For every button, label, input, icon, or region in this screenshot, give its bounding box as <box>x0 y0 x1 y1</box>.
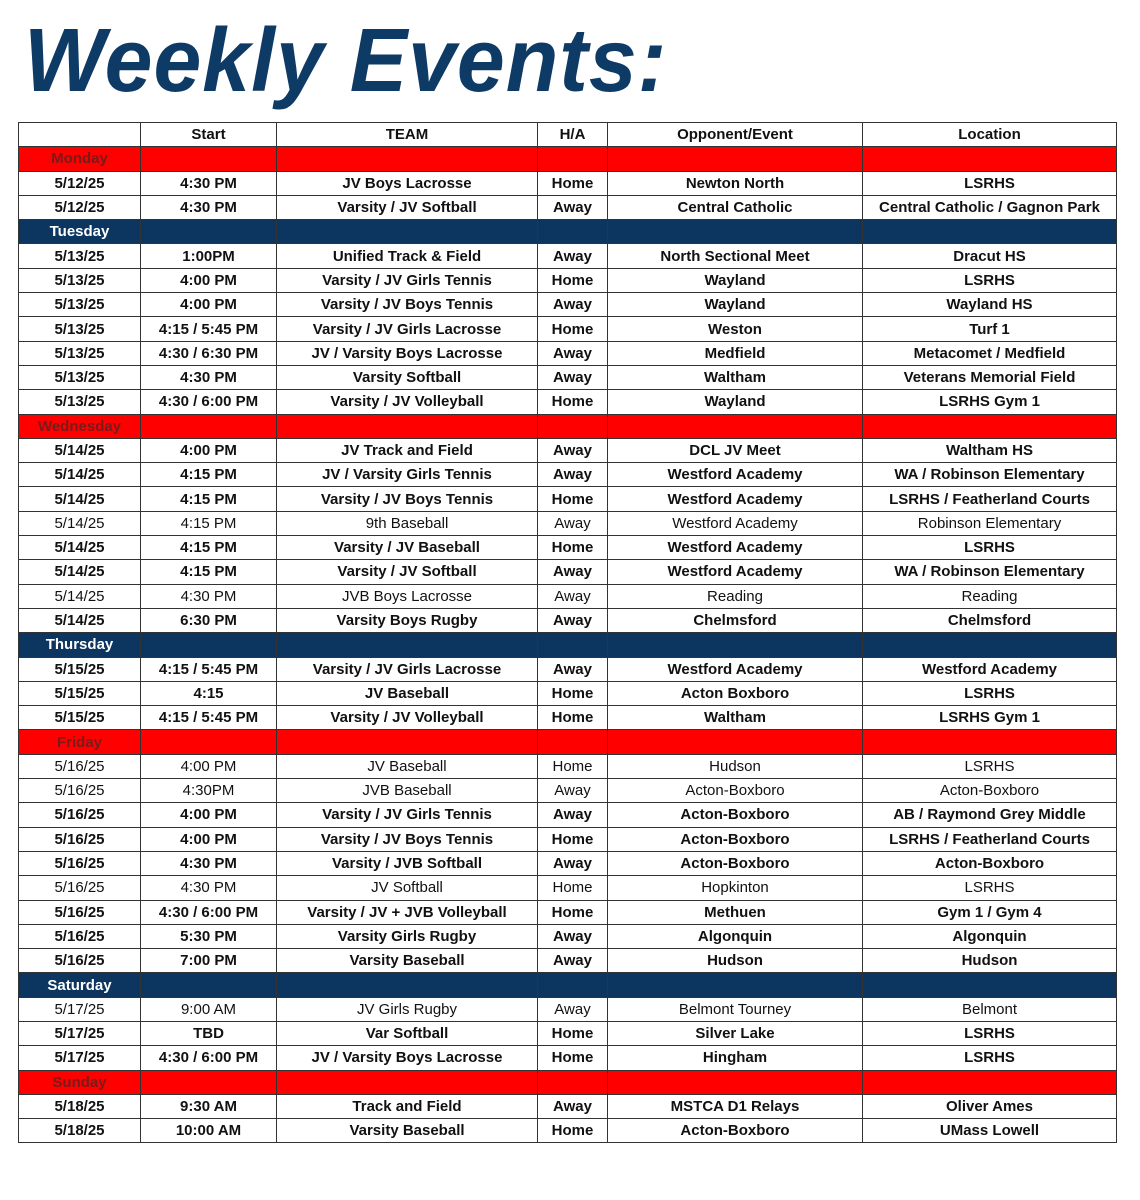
event-start: 4:15 / 5:45 PM <box>141 657 277 681</box>
event-opponent: Westford Academy <box>608 657 863 681</box>
day-label: Thursday <box>19 633 141 657</box>
day-band-cell <box>277 220 538 244</box>
event-team: JV Track and Field <box>277 438 538 462</box>
event-team: JVB Boys Lacrosse <box>277 584 538 608</box>
event-home-away: Home <box>538 876 608 900</box>
event-location: Chelmsford <box>863 608 1117 632</box>
table-row <box>19 560 1117 584</box>
event-date: 5/15/25 <box>19 681 141 705</box>
day-band-cell <box>141 633 277 657</box>
header-location: Location <box>863 123 1117 147</box>
event-start: 4:30 PM <box>141 195 277 219</box>
table-row <box>19 463 1117 487</box>
event-date: 5/14/25 <box>19 584 141 608</box>
event-opponent: Hudson <box>608 949 863 973</box>
event-date: 5/16/25 <box>19 851 141 875</box>
event-home-away: Away <box>538 438 608 462</box>
event-team: JV Softball <box>277 876 538 900</box>
day-band-cell <box>538 1070 608 1094</box>
event-start: 4:30 PM <box>141 365 277 389</box>
event-team: JV / Varsity Boys Lacrosse <box>277 1046 538 1070</box>
table-row <box>19 511 1117 535</box>
event-date: 5/13/25 <box>19 390 141 414</box>
event-team: Varsity / JV Boys Tennis <box>277 827 538 851</box>
day-band-cell <box>608 730 863 754</box>
event-team: Varsity Girls Rugby <box>277 924 538 948</box>
table-row <box>19 536 1117 560</box>
event-home-away: Away <box>538 293 608 317</box>
event-opponent: Westford Academy <box>608 511 863 535</box>
event-opponent: DCL JV Meet <box>608 438 863 462</box>
event-start: 6:30 PM <box>141 608 277 632</box>
event-home-away: Home <box>538 536 608 560</box>
day-label: Friday <box>19 730 141 754</box>
event-location: LSRHS <box>863 536 1117 560</box>
day-band-cell <box>141 414 277 438</box>
event-location: Veterans Memorial Field <box>863 365 1117 389</box>
event-home-away: Away <box>538 803 608 827</box>
event-date: 5/16/25 <box>19 827 141 851</box>
event-opponent: Acton-Boxboro <box>608 803 863 827</box>
event-home-away: Away <box>538 511 608 535</box>
table-row <box>19 195 1117 219</box>
event-opponent: Central Catholic <box>608 195 863 219</box>
day-band-cell <box>277 730 538 754</box>
event-location: LSRHS <box>863 681 1117 705</box>
event-date: 5/14/25 <box>19 511 141 535</box>
event-location: LSRHS <box>863 268 1117 292</box>
table-row <box>19 317 1117 341</box>
event-date: 5/13/25 <box>19 365 141 389</box>
day-header-wednesday <box>19 414 1117 438</box>
event-date: 5/14/25 <box>19 487 141 511</box>
event-home-away: Away <box>538 341 608 365</box>
event-start: 4:30 PM <box>141 876 277 900</box>
event-location: Oliver Ames <box>863 1094 1117 1118</box>
event-date: 5/13/25 <box>19 293 141 317</box>
event-start: 4:30 / 6:00 PM <box>141 1046 277 1070</box>
table-row <box>19 827 1117 851</box>
event-date: 5/16/25 <box>19 779 141 803</box>
table-row <box>19 1021 1117 1045</box>
table-row <box>19 487 1117 511</box>
table-row <box>19 390 1117 414</box>
event-date: 5/14/25 <box>19 536 141 560</box>
event-start: 7:00 PM <box>141 949 277 973</box>
event-start: 4:30 / 6:30 PM <box>141 341 277 365</box>
day-label: Monday <box>19 147 141 171</box>
event-opponent: Waltham <box>608 365 863 389</box>
event-start: 9:30 AM <box>141 1094 277 1118</box>
event-home-away: Away <box>538 1094 608 1118</box>
day-band-cell <box>863 730 1117 754</box>
event-team: JVB Baseball <box>277 779 538 803</box>
event-home-away: Home <box>538 268 608 292</box>
event-home-away: Away <box>538 365 608 389</box>
day-band-cell <box>608 633 863 657</box>
event-home-away: Home <box>538 317 608 341</box>
event-date: 5/18/25 <box>19 1119 141 1143</box>
event-home-away: Away <box>538 608 608 632</box>
event-home-away: Home <box>538 1046 608 1070</box>
schedule-body <box>19 147 1117 1143</box>
event-start: 4:15 <box>141 681 277 705</box>
event-opponent: MSTCA D1 Relays <box>608 1094 863 1118</box>
event-start: 4:15 PM <box>141 487 277 511</box>
day-band-cell <box>608 220 863 244</box>
event-team: Varsity Baseball <box>277 949 538 973</box>
event-start: 4:30 PM <box>141 171 277 195</box>
event-location: LSRHS Gym 1 <box>863 390 1117 414</box>
event-date: 5/15/25 <box>19 706 141 730</box>
event-team: Varsity / JV Softball <box>277 560 538 584</box>
event-start: 4:15 PM <box>141 560 277 584</box>
event-home-away: Home <box>538 681 608 705</box>
event-location: LSRHS <box>863 1021 1117 1045</box>
event-opponent: Medfield <box>608 341 863 365</box>
event-location: UMass Lowell <box>863 1119 1117 1143</box>
event-team: Varsity / JVB Softball <box>277 851 538 875</box>
event-home-away: Home <box>538 754 608 778</box>
table-row <box>19 293 1117 317</box>
event-location: LSRHS <box>863 754 1117 778</box>
event-date: 5/16/25 <box>19 803 141 827</box>
event-start: 4:15 / 5:45 PM <box>141 706 277 730</box>
event-team: Varsity Baseball <box>277 1119 538 1143</box>
event-home-away: Away <box>538 657 608 681</box>
table-row <box>19 754 1117 778</box>
day-band-cell <box>141 973 277 997</box>
day-label: Saturday <box>19 973 141 997</box>
event-team: JV Baseball <box>277 681 538 705</box>
event-location: Gym 1 / Gym 4 <box>863 900 1117 924</box>
table-row <box>19 268 1117 292</box>
table-row <box>19 924 1117 948</box>
event-date: 5/13/25 <box>19 317 141 341</box>
day-header-friday <box>19 730 1117 754</box>
event-opponent: Westford Academy <box>608 463 863 487</box>
event-home-away: Away <box>538 560 608 584</box>
day-header-thursday <box>19 633 1117 657</box>
event-opponent: Methuen <box>608 900 863 924</box>
event-location: LSRHS / Featherland Courts <box>863 827 1117 851</box>
event-opponent: Westford Academy <box>608 536 863 560</box>
event-opponent: Hingham <box>608 1046 863 1070</box>
event-start: 4:30 / 6:00 PM <box>141 900 277 924</box>
event-start: 4:30 / 6:00 PM <box>141 390 277 414</box>
event-start: 1:00PM <box>141 244 277 268</box>
table-row <box>19 608 1117 632</box>
event-location: LSRHS / Featherland Courts <box>863 487 1117 511</box>
event-home-away: Away <box>538 584 608 608</box>
event-opponent: Hopkinton <box>608 876 863 900</box>
event-start: 4:30 PM <box>141 584 277 608</box>
event-date: 5/13/25 <box>19 244 141 268</box>
event-team: Varsity / JV Boys Tennis <box>277 487 538 511</box>
event-home-away: Home <box>538 487 608 511</box>
event-date: 5/15/25 <box>19 657 141 681</box>
event-opponent: Acton-Boxboro <box>608 827 863 851</box>
day-header-sunday <box>19 1070 1117 1094</box>
event-date: 5/14/25 <box>19 463 141 487</box>
event-home-away: Home <box>538 390 608 414</box>
event-location: Turf 1 <box>863 317 1117 341</box>
page-title: Weekly Events: <box>24 10 668 111</box>
table-row <box>19 171 1117 195</box>
event-team: Varsity / JV Boys Tennis <box>277 293 538 317</box>
day-header-saturday <box>19 973 1117 997</box>
event-home-away: Home <box>538 900 608 924</box>
event-location: LSRHS <box>863 1046 1117 1070</box>
event-date: 5/16/25 <box>19 900 141 924</box>
event-start: TBD <box>141 1021 277 1045</box>
event-team: JV / Varsity Boys Lacrosse <box>277 341 538 365</box>
day-band-cell <box>538 730 608 754</box>
header-row <box>19 123 1117 147</box>
event-home-away: Away <box>538 949 608 973</box>
event-home-away: Away <box>538 244 608 268</box>
event-date: 5/14/25 <box>19 438 141 462</box>
day-band-cell <box>141 220 277 244</box>
event-date: 5/12/25 <box>19 195 141 219</box>
table-row <box>19 779 1117 803</box>
event-opponent: Chelmsford <box>608 608 863 632</box>
event-home-away: Away <box>538 779 608 803</box>
event-location: Hudson <box>863 949 1117 973</box>
event-date: 5/16/25 <box>19 924 141 948</box>
header-start: Start <box>141 123 277 147</box>
event-team: Varsity / JV Softball <box>277 195 538 219</box>
event-date: 5/14/25 <box>19 560 141 584</box>
event-start: 4:00 PM <box>141 803 277 827</box>
event-date: 5/18/25 <box>19 1094 141 1118</box>
event-start: 4:00 PM <box>141 754 277 778</box>
event-team: JV Boys Lacrosse <box>277 171 538 195</box>
event-location: Wayland HS <box>863 293 1117 317</box>
day-band-cell <box>277 973 538 997</box>
event-team: JV Baseball <box>277 754 538 778</box>
event-location: LSRHS Gym 1 <box>863 706 1117 730</box>
day-band-cell <box>538 220 608 244</box>
event-start: 4:15 / 5:45 PM <box>141 317 277 341</box>
event-location: Acton-Boxboro <box>863 779 1117 803</box>
event-location: AB / Raymond Grey Middle <box>863 803 1117 827</box>
table-row <box>19 1119 1117 1143</box>
event-opponent: Acton-Boxboro <box>608 779 863 803</box>
day-band-cell <box>608 147 863 171</box>
event-home-away: Away <box>538 195 608 219</box>
table-row <box>19 1046 1117 1070</box>
event-date: 5/17/25 <box>19 997 141 1021</box>
event-start: 4:30 PM <box>141 851 277 875</box>
event-team: JV / Varsity Girls Tennis <box>277 463 538 487</box>
day-label: Wednesday <box>19 414 141 438</box>
event-start: 4:00 PM <box>141 293 277 317</box>
event-location: WA / Robinson Elementary <box>863 463 1117 487</box>
table-row <box>19 681 1117 705</box>
table-row <box>19 949 1117 973</box>
event-location: Algonquin <box>863 924 1117 948</box>
day-band-cell <box>277 633 538 657</box>
event-start: 4:15 PM <box>141 463 277 487</box>
event-home-away: Away <box>538 851 608 875</box>
event-team: JV Girls Rugby <box>277 997 538 1021</box>
event-location: Belmont <box>863 997 1117 1021</box>
event-home-away: Home <box>538 1021 608 1045</box>
schedule-table <box>18 122 1117 1143</box>
day-band-cell <box>608 414 863 438</box>
event-home-away: Home <box>538 171 608 195</box>
event-location: Acton-Boxboro <box>863 851 1117 875</box>
event-opponent: Acton-Boxboro <box>608 1119 863 1143</box>
day-band-cell <box>277 1070 538 1094</box>
day-band-cell <box>277 147 538 171</box>
event-opponent: Weston <box>608 317 863 341</box>
event-date: 5/16/25 <box>19 949 141 973</box>
table-row <box>19 1094 1117 1118</box>
event-location: WA / Robinson Elementary <box>863 560 1117 584</box>
event-opponent: Westford Academy <box>608 487 863 511</box>
day-band-cell <box>863 633 1117 657</box>
day-band-cell <box>608 1070 863 1094</box>
day-band-cell <box>608 973 863 997</box>
event-home-away: Away <box>538 463 608 487</box>
table-row <box>19 706 1117 730</box>
event-date: 5/14/25 <box>19 608 141 632</box>
event-date: 5/13/25 <box>19 268 141 292</box>
table-row <box>19 851 1117 875</box>
event-team: Varsity / JV Girls Tennis <box>277 268 538 292</box>
event-location: Waltham HS <box>863 438 1117 462</box>
event-date: 5/16/25 <box>19 876 141 900</box>
event-opponent: Waltham <box>608 706 863 730</box>
event-team: 9th Baseball <box>277 511 538 535</box>
event-team: Varsity Boys Rugby <box>277 608 538 632</box>
event-start: 4:00 PM <box>141 827 277 851</box>
event-start: 4:15 PM <box>141 511 277 535</box>
day-label: Tuesday <box>19 220 141 244</box>
table-row <box>19 438 1117 462</box>
table-row <box>19 876 1117 900</box>
event-home-away: Away <box>538 997 608 1021</box>
event-opponent: Wayland <box>608 390 863 414</box>
day-band-cell <box>863 220 1117 244</box>
header-team: TEAM <box>277 123 538 147</box>
event-start: 4:00 PM <box>141 438 277 462</box>
event-start: 9:00 AM <box>141 997 277 1021</box>
day-band-cell <box>141 730 277 754</box>
event-team: Varsity / JV Girls Lacrosse <box>277 317 538 341</box>
event-start: 4:30PM <box>141 779 277 803</box>
event-opponent: Wayland <box>608 293 863 317</box>
event-opponent: Wayland <box>608 268 863 292</box>
event-home-away: Home <box>538 1119 608 1143</box>
event-date: 5/13/25 <box>19 341 141 365</box>
event-home-away: Away <box>538 924 608 948</box>
event-opponent: Acton Boxboro <box>608 681 863 705</box>
event-opponent: North Sectional Meet <box>608 244 863 268</box>
header-date <box>19 123 141 147</box>
day-band-cell <box>863 973 1117 997</box>
event-team: Varsity / JV Girls Lacrosse <box>277 657 538 681</box>
event-location: Westford Academy <box>863 657 1117 681</box>
event-team: Unified Track & Field <box>277 244 538 268</box>
event-opponent: Algonquin <box>608 924 863 948</box>
day-header-tuesday <box>19 220 1117 244</box>
table-row <box>19 584 1117 608</box>
event-start: 4:00 PM <box>141 268 277 292</box>
day-band-cell <box>863 147 1117 171</box>
day-band-cell <box>538 633 608 657</box>
event-location: Metacomet / Medfield <box>863 341 1117 365</box>
event-location: Robinson Elementary <box>863 511 1117 535</box>
event-start: 4:15 PM <box>141 536 277 560</box>
event-start: 10:00 AM <box>141 1119 277 1143</box>
header-opponent: Opponent/Event <box>608 123 863 147</box>
event-location: Dracut HS <box>863 244 1117 268</box>
event-date: 5/16/25 <box>19 754 141 778</box>
day-band-cell <box>538 414 608 438</box>
event-location: LSRHS <box>863 171 1117 195</box>
event-location: Reading <box>863 584 1117 608</box>
event-location: Central Catholic / Gagnon Park <box>863 195 1117 219</box>
day-band-cell <box>863 414 1117 438</box>
table-row <box>19 244 1117 268</box>
event-opponent: Westford Academy <box>608 560 863 584</box>
day-band-cell <box>863 1070 1117 1094</box>
table-row <box>19 365 1117 389</box>
day-band-cell <box>538 147 608 171</box>
table-row <box>19 997 1117 1021</box>
event-team: Track and Field <box>277 1094 538 1118</box>
day-band-cell <box>538 973 608 997</box>
day-band-cell <box>277 414 538 438</box>
event-team: Varsity Softball <box>277 365 538 389</box>
header-home-away: H/A <box>538 123 608 147</box>
table-row <box>19 341 1117 365</box>
event-team: Varsity / JV + JVB Volleyball <box>277 900 538 924</box>
day-header-monday <box>19 147 1117 171</box>
event-opponent: Newton North <box>608 171 863 195</box>
event-opponent: Reading <box>608 584 863 608</box>
event-date: 5/17/25 <box>19 1021 141 1045</box>
event-team: Var Softball <box>277 1021 538 1045</box>
event-team: Varsity / JV Girls Tennis <box>277 803 538 827</box>
day-band-cell <box>141 1070 277 1094</box>
event-date: 5/12/25 <box>19 171 141 195</box>
event-opponent: Silver Lake <box>608 1021 863 1045</box>
event-team: Varsity / JV Baseball <box>277 536 538 560</box>
event-team: Varsity / JV Volleyball <box>277 390 538 414</box>
event-location: LSRHS <box>863 876 1117 900</box>
day-band-cell <box>141 147 277 171</box>
event-home-away: Home <box>538 827 608 851</box>
event-opponent: Acton-Boxboro <box>608 851 863 875</box>
event-team: Varsity / JV Volleyball <box>277 706 538 730</box>
day-label: Sunday <box>19 1070 141 1094</box>
table-row <box>19 900 1117 924</box>
event-date: 5/17/25 <box>19 1046 141 1070</box>
table-row <box>19 803 1117 827</box>
table-row <box>19 657 1117 681</box>
event-opponent: Hudson <box>608 754 863 778</box>
event-home-away: Home <box>538 706 608 730</box>
event-opponent: Belmont Tourney <box>608 997 863 1021</box>
event-start: 5:30 PM <box>141 924 277 948</box>
